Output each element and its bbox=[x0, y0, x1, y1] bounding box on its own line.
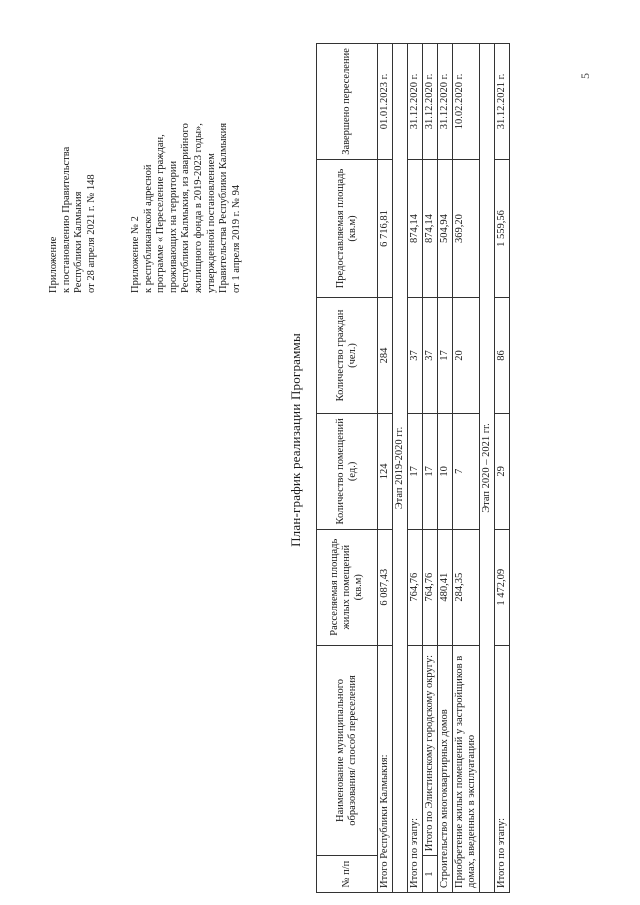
header-date: Завершено переселение bbox=[317, 44, 378, 160]
table-row-stage1-total bbox=[408, 44, 423, 893]
cell-date: 31.12.2020 г. bbox=[423, 44, 438, 160]
cell-date: 31.12.2021 г. bbox=[495, 44, 510, 160]
cell-area: 480,41 bbox=[438, 529, 453, 645]
appendix-line: к республиканской адресной bbox=[142, 164, 154, 293]
table-title: План-график реализации Программы bbox=[288, 333, 303, 547]
header-count: Количество помещений (ед.) bbox=[317, 413, 378, 529]
appendix-line: жилищного фонда в 2019-2023 годы», bbox=[192, 123, 204, 293]
cell-area: 764,76 bbox=[408, 529, 423, 645]
header-area: Расселяемая площадь жилых помещений (кв.м) bbox=[317, 529, 378, 645]
cell-date: 31.12.2020 г. bbox=[438, 44, 453, 160]
appendix-header-resolution bbox=[48, 147, 98, 293]
cell-people: 284 bbox=[378, 298, 393, 414]
cell-count: 7 bbox=[453, 413, 480, 529]
header-provided: Предоставляемая площадь (кв.м) bbox=[317, 159, 378, 297]
table-row-construction bbox=[438, 44, 453, 893]
cell-name: Итого Республики Калмыкия: bbox=[378, 645, 393, 892]
appendix-header-program bbox=[130, 123, 243, 293]
cell-date: 31.12.2020 г. bbox=[408, 44, 423, 160]
cell-name: Итого по Элистинскому городскому округу: bbox=[423, 645, 438, 856]
appendix-line: от 28 апреля 2021 г. № 148 bbox=[85, 174, 97, 293]
appendix-line: Правительства Республики Калмыкия bbox=[218, 122, 230, 293]
cell-count: 10 bbox=[438, 413, 453, 529]
cell-name: Итого по этапу: bbox=[495, 645, 510, 892]
appendix-line: от 1 апреля 2019 г. № 94 bbox=[230, 184, 242, 293]
stage-label: Этап 2019-2020 гг. bbox=[393, 44, 408, 893]
header-people: Количество граждан (чел.) bbox=[317, 298, 378, 414]
cell-name: Приобретение жилых помещений у застройщиков в домах, введенных в эксплуатацию bbox=[453, 645, 480, 892]
cell-provided: 874,14 bbox=[423, 159, 438, 297]
cell-provided: 1 559,56 bbox=[495, 159, 510, 297]
stage-label-row bbox=[480, 44, 495, 893]
appendix-line: программе « Переселение граждан, bbox=[155, 134, 167, 293]
cell-people: 37 bbox=[408, 298, 423, 414]
cell-name: Итого по этапу: bbox=[408, 645, 423, 892]
appendix-line: к постановлению Правительства bbox=[60, 146, 72, 293]
cell-date: 10.02.2020 г. bbox=[453, 44, 480, 160]
appendix-line: Приложение bbox=[48, 236, 59, 293]
cell-count: 17 bbox=[408, 413, 423, 529]
stage-label-row bbox=[393, 44, 408, 893]
cell-provided: 504,94 bbox=[438, 159, 453, 297]
appendix-line: проживающих на территории bbox=[167, 160, 179, 293]
cell-people: 86 bbox=[495, 298, 510, 414]
table-header-row bbox=[317, 44, 378, 893]
appendix-line: Республики Калмыкия bbox=[73, 191, 85, 293]
appendix-line: утвержденной постановлением bbox=[205, 153, 217, 293]
cell-name: Строительство многоквартирных домов bbox=[438, 645, 453, 892]
table-row-elista bbox=[423, 44, 438, 893]
appendix-line: Республики Калмыкия, из аварийного bbox=[180, 123, 192, 293]
cell-area: 1 472,09 bbox=[495, 529, 510, 645]
cell-date: 01.01.2023 г. bbox=[378, 44, 393, 160]
plan-schedule-table bbox=[316, 43, 510, 893]
stage-label: Этап 2020 – 2021 гг. bbox=[480, 44, 495, 893]
cell-area: 6 087,43 bbox=[378, 529, 393, 645]
cell-count: 29 bbox=[495, 413, 510, 529]
cell-people: 37 bbox=[423, 298, 438, 414]
cell-no: 1 bbox=[423, 856, 438, 893]
cell-people: 20 bbox=[453, 298, 480, 414]
header-name: Наименование муниципального образования/ способ переселения bbox=[317, 645, 378, 856]
cell-provided: 874,14 bbox=[408, 159, 423, 297]
table-row-stage2-total bbox=[495, 44, 510, 893]
cell-count: 124 bbox=[378, 413, 393, 529]
table-row-purchase bbox=[453, 44, 480, 893]
cell-area: 764,76 bbox=[423, 529, 438, 645]
page-number: 5 bbox=[578, 73, 592, 79]
cell-area: 284,35 bbox=[453, 529, 480, 645]
cell-provided: 369,20 bbox=[453, 159, 480, 297]
cell-count: 17 bbox=[423, 413, 438, 529]
table-row-total-republic bbox=[378, 44, 393, 893]
header-no: № п/п bbox=[317, 856, 378, 893]
cell-people: 17 bbox=[438, 298, 453, 414]
cell-provided: 6 716,81 bbox=[378, 159, 393, 297]
appendix-line: Приложение № 2 bbox=[130, 216, 141, 293]
